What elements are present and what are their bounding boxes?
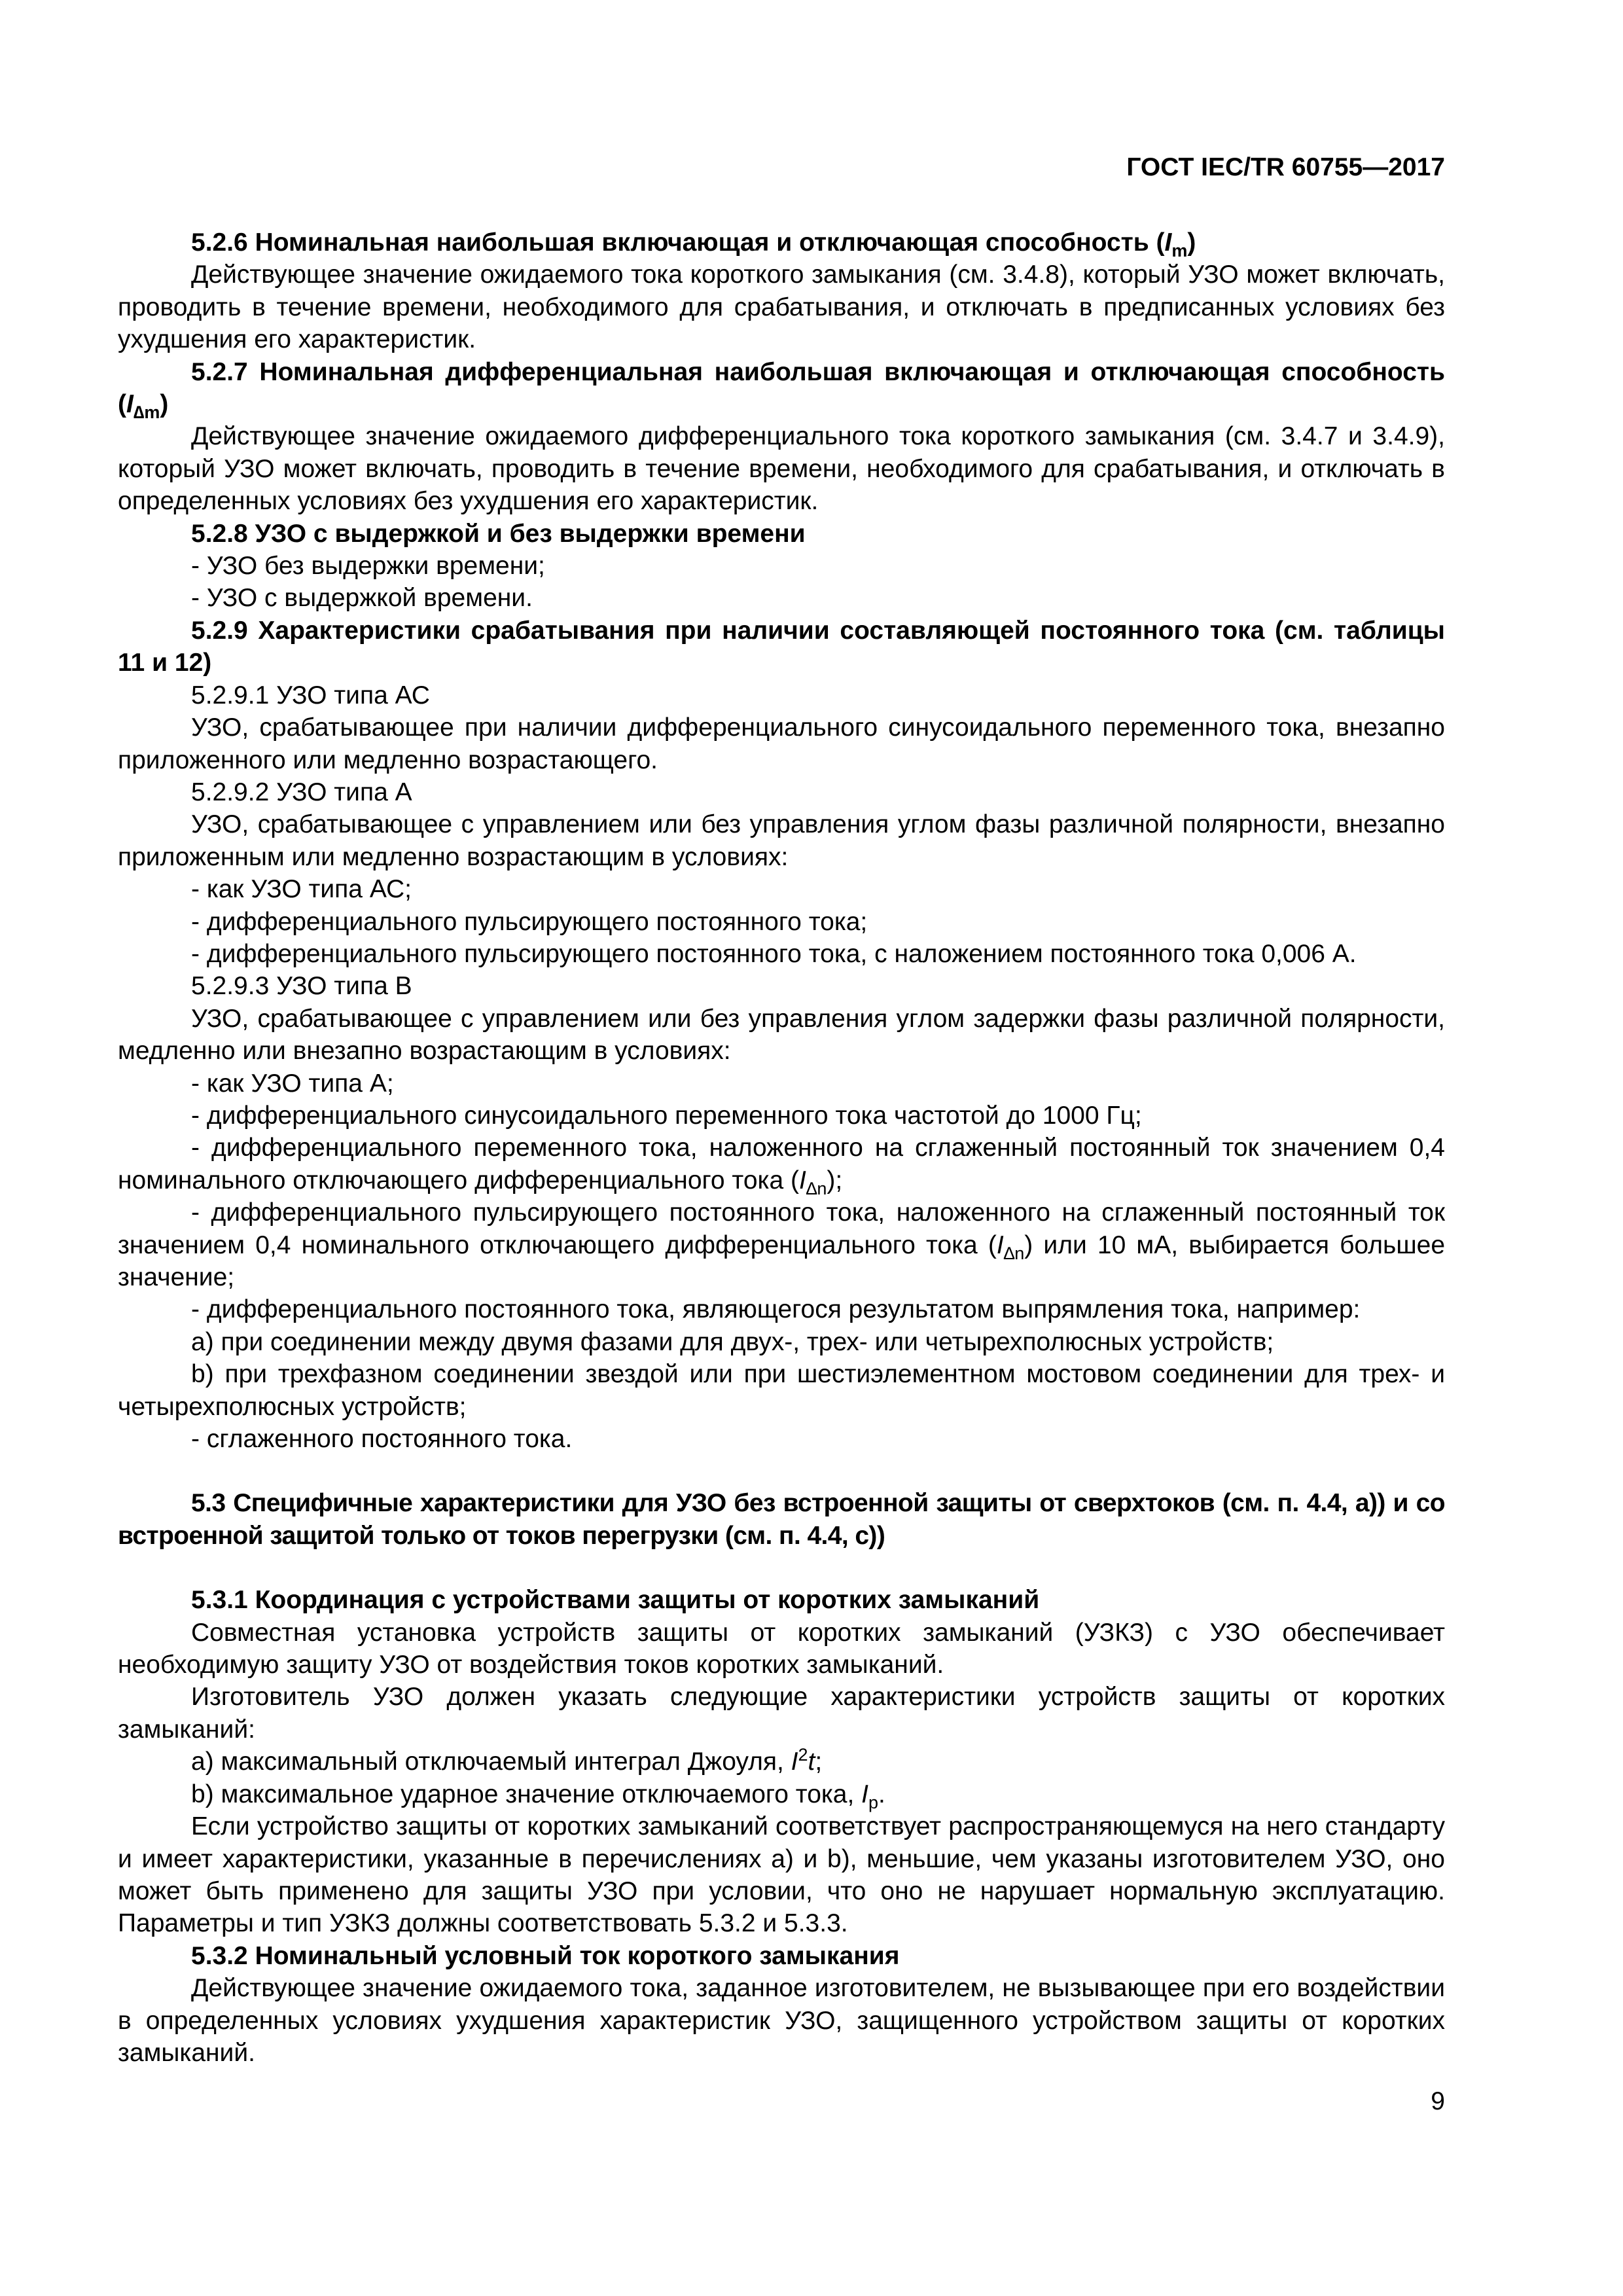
section-5-3-1-body-1: Совместная установка устройств защиты от коротких замыканий (УЗКЗ) с УЗО обеспечивает необходимую защиту УЗО от воздействия токов коротких замыканий. [118, 1618, 1445, 1679]
list-item: - дифференциального пульсирующего постоянного тока, с наложением постоянного тока 0,006 А. [191, 939, 1357, 968]
section-5-3-title: 5.3 Специфичные характеристики для УЗО без встроенной защиты от сверхтоков (см. п. 4.4, а)) и со встроенной защитой только от токов перегрузки (см. п. 4.4, с)) [118, 1489, 1445, 1550]
list-item: - дифференциального постоянного тока, являющегося результатом выпрямления тока, например: [191, 1295, 1361, 1324]
list-item: - дифференциального пульсирующего постоянного тока, наложенного на сглаженный постоянный ток значением 0,4 номинального отключающего дифференциального тока $(I_{\Delta n})$ или 10 мА, выбирается большее значение; [118, 1198, 1446, 1291]
list-item: - дифференциального синусоидального переменного тока частотой до 1000 Гц; [191, 1101, 1142, 1130]
section-5-3-1-body-2: Изготовитель УЗО должен указать следующие характеристики устройств защиты от коротких замыканий: [118, 1683, 1445, 1744]
list-item: - УЗО без выдержки времени; [191, 552, 545, 581]
section-5-2-8-title: 5.2.8 УЗО с выдержкой и без выдержки времени [191, 519, 806, 548]
section-5-2-6-title: 5.2.6 Номинальная наибольшая включающая и отключающая способность $(I_m)$ [191, 228, 1196, 260]
list-item: - УЗО с выдержкой времени. [191, 584, 533, 613]
section-5-3-1-body-3: Если устройство защиты от коротких замыканий соответствует распространяющемуся на него стандарту и имеет характеристики, указанные в перечислениях а) и b), меньшие, чем указаны изготовителем УЗО, оно может быть применено для защиты УЗО при условии, что оно не нарушает нормальную эксплуатацию. Параметры и тип УЗКЗ должны соответствовать 5.3.2 и 5.3.3. [118, 1812, 1445, 1938]
section-5-3-2-body: Действующее значение ожидаемого тока, заданное изготовителем, не вызывающее при его воздействии в определенных условиях ухудшения характеристик УЗО, защищенного устройством защиты от коротких замыканий. [118, 1974, 1445, 2067]
section-5-2-9-3-body: УЗО, срабатывающее с управлением или без управления углом задержки фазы различной полярности, медленно или внезапно возрастающим в условиях: [118, 1004, 1445, 1066]
list-item: b) максимальное ударное значение отключаемого тока, $I_p$. [191, 1780, 885, 1812]
document-body [118, 226, 1445, 2069]
list-item: - дифференциального пульсирующего постоянного тока; [191, 907, 868, 936]
section-5-2-7-title: 5.2.7 Номинальная дифференциальная наибольшая включающая и отключающая способность $(I_{\Delta m})$ [118, 357, 1445, 423]
document-header: ГОСТ IEC/TR 60755—2017 [1126, 153, 1445, 181]
section-5-2-9-2-title: 5.2.9.2 УЗО типа А [191, 778, 412, 806]
section-5-2-9-title: 5.2.9 Характеристики срабатывания при наличии составляющей постоянного тока (см. таблицы 11 и 12) [118, 616, 1445, 677]
section-5-2-9-1-body: УЗО, срабатывающее при наличии дифференциального синусоидального переменного тока, внезапно приложенного или медленно возрастающего. [118, 713, 1445, 774]
list-item: - как УЗО типа АС; [191, 875, 412, 904]
section-5-2-9-3-title: 5.2.9.3 УЗО типа В [191, 972, 412, 1001]
section-5-2-9-2-body: УЗО, срабатывающее с управлением или без управления углом фазы различной полярности, внезапно приложенным или медленно возрастающим в условиях: [118, 810, 1445, 871]
list-item: - как УЗО типа А; [191, 1069, 394, 1098]
list-item: - дифференциального переменного тока, наложенного на сглаженный постоянный ток значением 0,4 номинального отключающего дифференциального тока $(I_{\Delta n})$; [118, 1134, 1445, 1198]
section-5-3-2-title: 5.3.2 Номинальный условный ток короткого замыкания [191, 1941, 900, 1970]
list-item: а) при соединении между двумя фазами для двух-, трех- или четырехполюсных устройств; [191, 1327, 1274, 1356]
list-item: b) при трехфазном соединении звездой или при шестиэлементном мостовом соединении для трех- и четырехполюсных устройств; [118, 1360, 1445, 1421]
list-item: а) максимальный отключаемый интеграл Джоуля, $I^2t$; [191, 1745, 823, 1776]
section-5-2-9-1-title: 5.2.9.1 УЗО типа АС [191, 681, 430, 709]
section-5-2-6-body: Действующее значение ожидаемого тока короткого замыкания (см. 3.4.8), который УЗО может включать, проводить в течение времени, необходимого для срабатывания, и отключать в предписанных условиях без ухудшения его характеристик. [118, 260, 1445, 354]
section-5-2-7-body: Действующее значение ожидаемого дифференциального тока короткого замыкания (см. 3.4.7 и 3.4.9), который УЗО может включать, проводить в течение времени, необходимого для срабатывания, и отключать в определенных условиях без ухудшения его характеристик. [118, 422, 1445, 516]
section-5-3-1-title: 5.3.1 Координация с устройствами защиты от коротких замыканий [191, 1586, 1040, 1615]
list-item: - сглаженного постоянного тока. [191, 1425, 573, 1454]
page-number: 9 [1431, 2087, 1445, 2115]
